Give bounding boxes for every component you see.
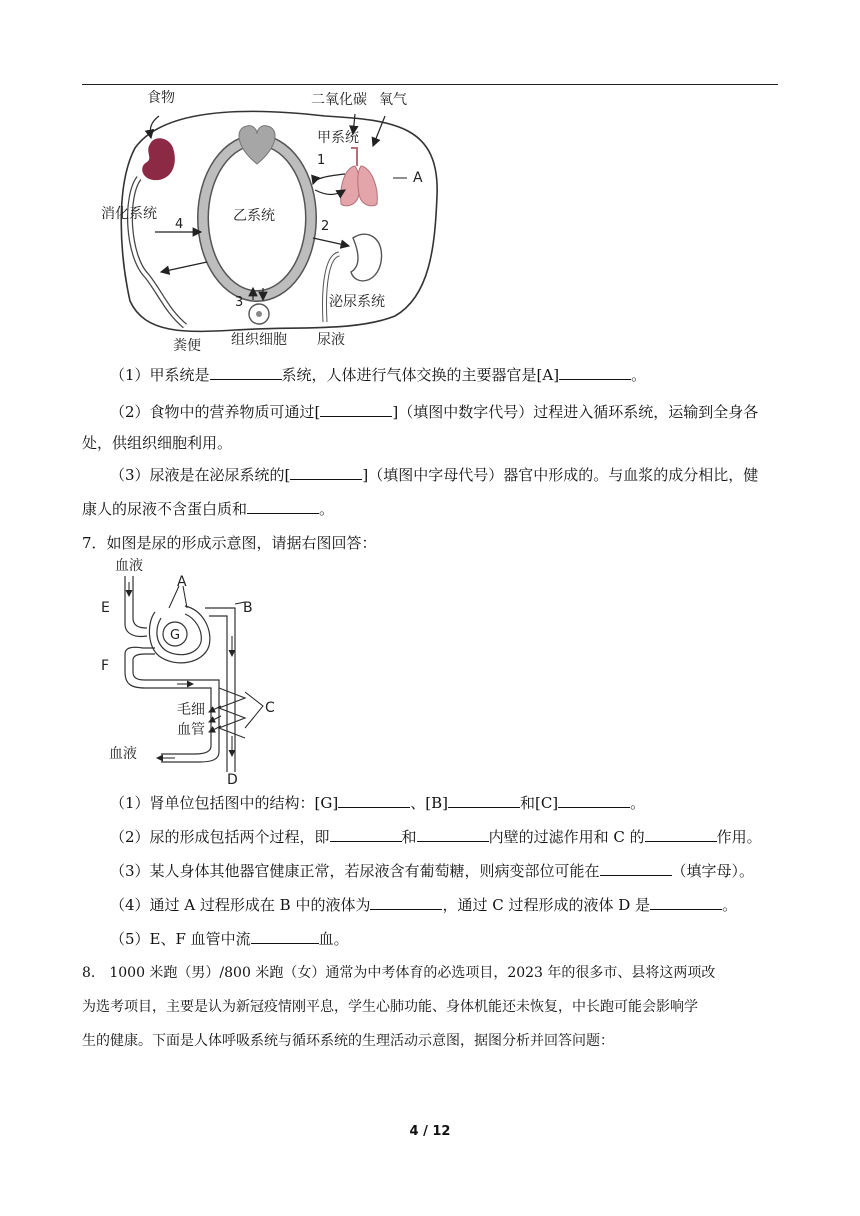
fig1-tissue-label: 组织细胞 xyxy=(231,332,287,348)
q7-title: 7．如图是尿的形成示意图，请据右图回答： xyxy=(82,534,377,552)
fig1-co2-label: 二氧化碳 xyxy=(311,92,367,108)
fig2-capillary-label-1: 毛细 xyxy=(177,702,205,718)
fig2-b-label: B xyxy=(243,600,253,616)
fig2-blood-in-label: 血液 xyxy=(115,558,143,574)
answer-blank[interactable] xyxy=(600,861,672,876)
fig1-n2-label: 2 xyxy=(321,219,330,234)
fig1-o2-label: 氧气 xyxy=(379,92,407,108)
fig2-capillary-label-2: 血管 xyxy=(177,722,205,738)
answer-blank[interactable] xyxy=(210,365,282,380)
q8-line-3: 生的健康。下面是人体呼吸系统与循环系统的生理活动示意图，据图分析并回答问题： xyxy=(82,1033,614,1049)
answer-blank[interactable] xyxy=(247,499,319,514)
answer-blank[interactable] xyxy=(650,895,722,910)
q7-item-2: （2）尿的形成包括两个过程，即 和 内壁的过滤作用和 C 的 作用。 xyxy=(110,828,762,846)
answer-blank[interactable] xyxy=(251,929,319,944)
digestive-tract xyxy=(130,178,185,326)
page-number: 4 / 12 xyxy=(409,1124,451,1139)
fig2-a-label: A xyxy=(177,574,187,590)
fig2-f-label: F xyxy=(101,658,110,674)
lungs-icon xyxy=(341,148,378,206)
heart-icon xyxy=(239,126,275,164)
stomach-icon xyxy=(142,138,175,180)
answer-blank[interactable] xyxy=(558,793,630,808)
kidney-icon xyxy=(351,234,382,281)
fig1-jia-label: 甲系统 xyxy=(317,130,359,146)
answer-blank[interactable] xyxy=(290,465,362,480)
q7-item-4: （4）通过 A 过程形成在 B 中的液体为 ，通过 C 过程形成的液体 D 是 。 xyxy=(110,896,738,914)
answer-blank[interactable] xyxy=(338,793,410,808)
answer-blank[interactable] xyxy=(559,365,631,380)
fig1-yi-label: 乙系统 xyxy=(233,208,275,224)
nephron-diagram xyxy=(95,556,295,786)
q7-item-5: （5）E、F 血管中流 血。 xyxy=(110,930,349,948)
q6-item-2-cont: 处，供组织细胞利用。 xyxy=(82,434,233,452)
fig1-n1-label: 1 xyxy=(317,153,326,168)
answer-blank[interactable] xyxy=(320,402,392,417)
fig1-food-label: 食物 xyxy=(147,90,175,106)
q8-line-2: 为选考项目，主要是认为新冠疫情刚平息，学生心肺功能、身体机能还未恢复，中长跑可能会影响学 xyxy=(82,999,698,1015)
answer-blank[interactable] xyxy=(330,827,402,842)
fig1-urine-label: 尿液 xyxy=(317,332,345,348)
fig1-feces-label: 粪便 xyxy=(173,338,201,354)
fig2-g-label: G xyxy=(170,628,181,643)
capillary-network xyxy=(219,688,245,738)
q7-item-1: （1）肾单位包括图中的结构：[G] 、[B] 和[C] 。 xyxy=(110,794,646,812)
answer-blank[interactable] xyxy=(417,827,489,842)
q6-item-2: （2）食物中的营养物质可通过[ ]（填图中数字代号）过程进入循环系统，运输到全身各 xyxy=(110,403,759,421)
q6-item-3: （3）尿液是在泌尿系统的[ ]（填图中字母代号）器官中形成的。与血浆的成分相比，健 xyxy=(110,466,759,484)
body-systems-diagram xyxy=(95,86,445,356)
fig1-digestive-label: 消化系统 xyxy=(101,206,157,222)
answer-blank[interactable] xyxy=(645,827,717,842)
q6-item-3-cont: 康人的尿液不含蛋白质和 。 xyxy=(82,500,335,518)
fig2-blood-out-label: 血液 xyxy=(109,746,137,762)
fig1-n3-label: 3 xyxy=(235,295,244,310)
fig2-e-label: E xyxy=(101,600,110,616)
fig2-c-label: C xyxy=(265,700,275,716)
header-rule xyxy=(82,84,778,85)
answer-blank[interactable] xyxy=(448,793,520,808)
fig1-a-label: A xyxy=(413,170,423,186)
q6-item-1: （1）甲系统是 系统，人体进行气体交换的主要器官是[A] 。 xyxy=(110,366,647,384)
fig1-urinary-label: 泌尿系统 xyxy=(329,294,385,310)
fig2-d-label: D xyxy=(227,772,238,786)
fig1-n4-label: 4 xyxy=(175,217,184,232)
answer-blank[interactable] xyxy=(370,895,442,910)
q7-item-3: （3）某人身体其他器官健康正常，若尿液含有葡萄糖，则病变部位可能在 （填字母）。 xyxy=(110,862,755,880)
q8-line-1: 8． 1000 米跑（男）/800 米跑（女）通常为中考体育的必选项目，2023 年的很多市、县将这两项改 xyxy=(82,965,716,981)
